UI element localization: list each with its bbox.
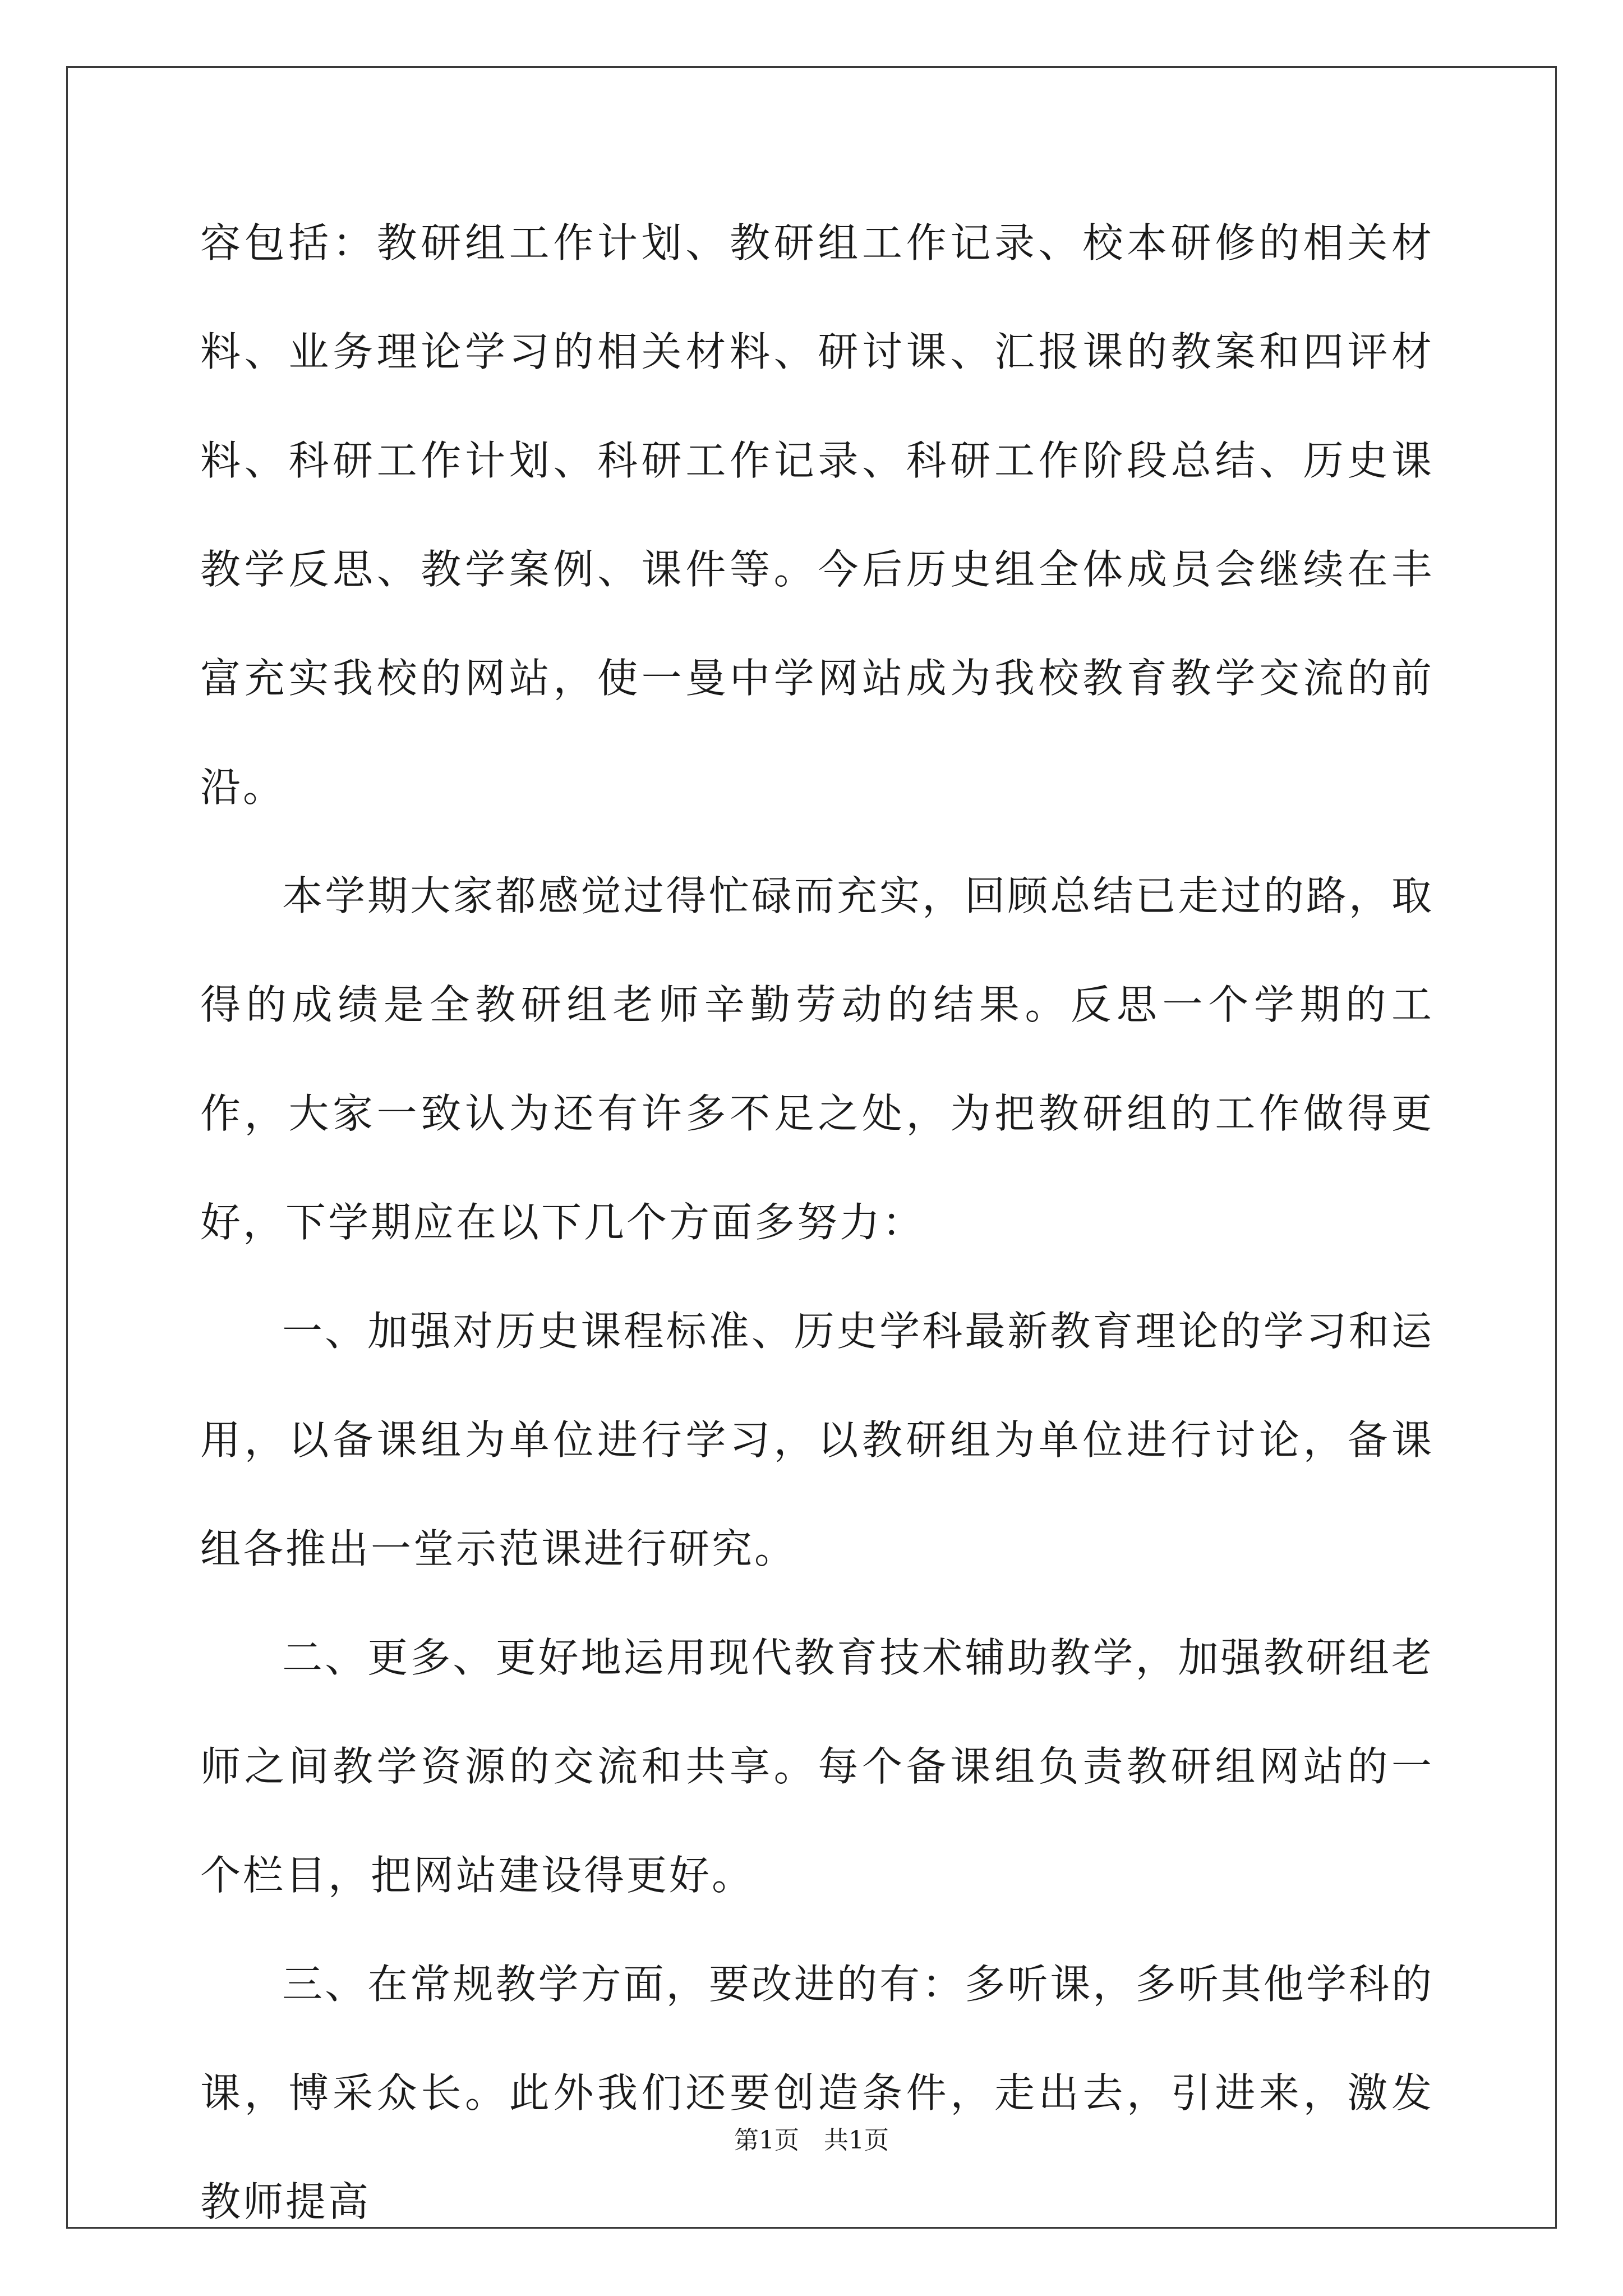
document-body — [200, 188, 1434, 2256]
paragraph-5: 三、在常规教学方面，要改进的有：多听课，多听其他学科的课，博采众长。此外我们还要创造条件，走出去，引进来，激发教师提高 — [200, 1961, 1434, 2225]
paragraph-1: 容包括：教研组工作计划、教研组工作记录、校本研修的相关材料、业务理论学习的相关材料、研讨课、汇报课的教案和四评材料、科研工作计划、科研工作记录、科研工作阶段总结、历史课教学反思、教学案例、课件等。今后历史组全体成员会继续在丰富充实我校的网站，使一曼中学网站成为我校教育教学交流的前沿。 — [200, 219, 1434, 811]
page-total: 共1页 — [824, 2126, 889, 2155]
paragraph-4: 二、更多、更好地运用现代教育技术辅助教学，加强教研组老师之间教学资源的交流和共享。每个备课组负责教研组网站的一个栏目，把网站建设得更好。 — [200, 1634, 1434, 1899]
paragraph-2: 本学期大家都感觉过得忙碌而充实，回顾总结已走过的路，取得的成绩是全教研组老师辛勤劳动的结果。反思一个学期的工作，大家一致认为还有许多不足之处，为把教研组的工作做得更好，下学期应在以下几个方面多努力： — [200, 872, 1434, 1246]
paragraph-3: 一、加强对历史课程标准、历史学科最新教育理论的学习和运用，以备课组为单位进行学习，以教研组为单位进行讨论，备课组各推出一堂示范课进行研究。 — [200, 1308, 1434, 1572]
page-number: 第1页 — [734, 2126, 799, 2155]
page-footer — [0, 2124, 1623, 2157]
